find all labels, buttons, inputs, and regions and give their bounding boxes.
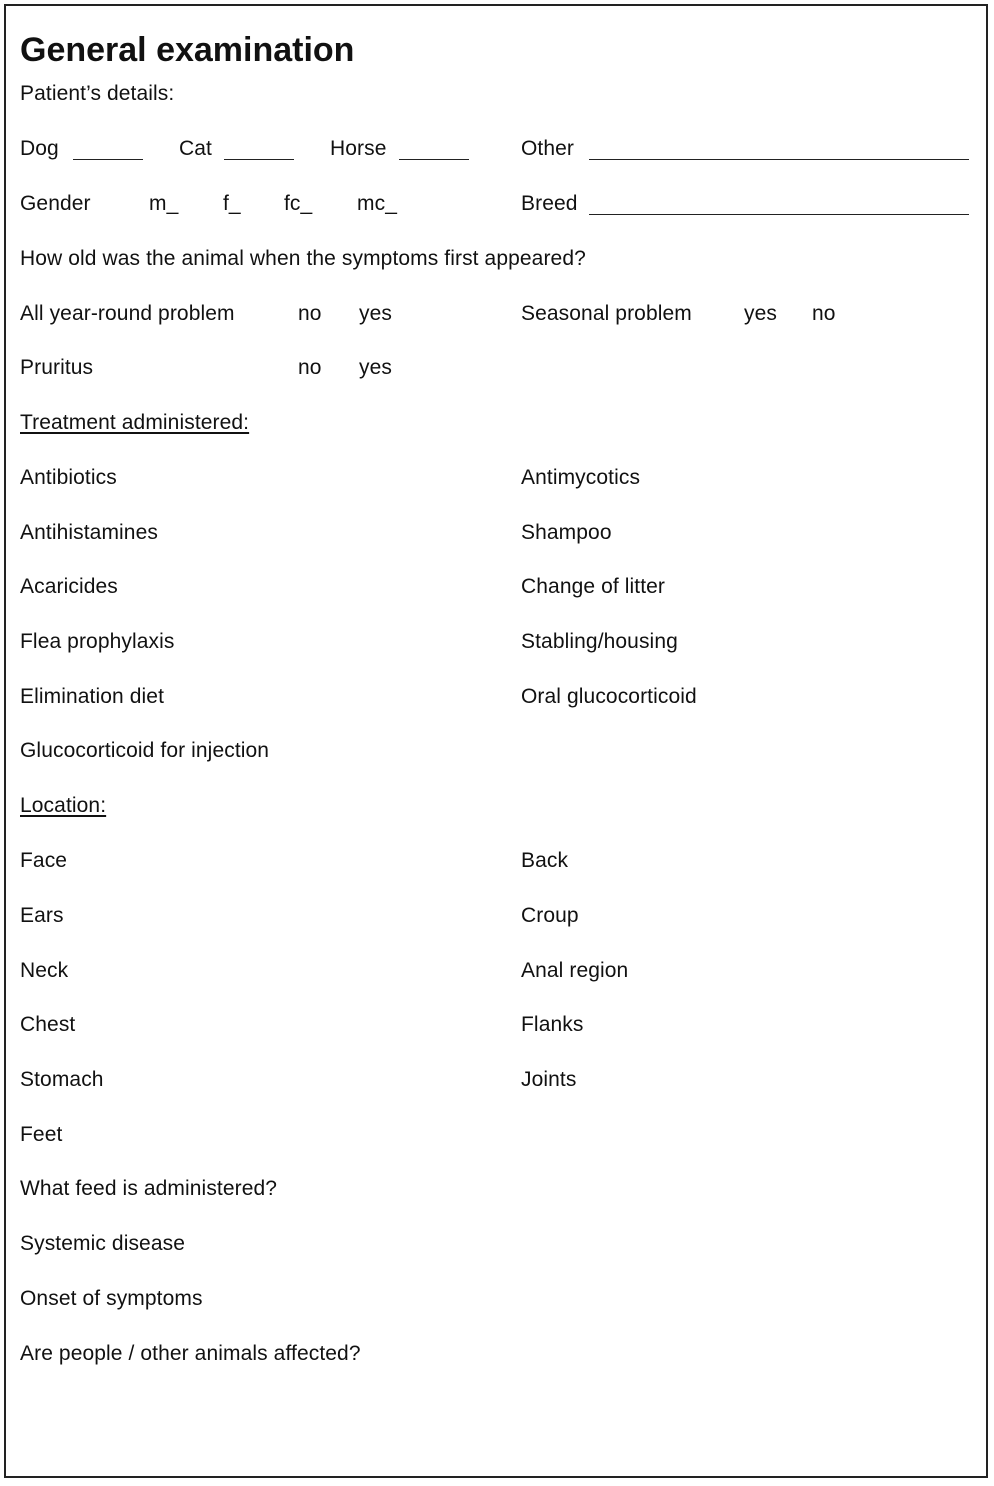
pruritus-yes-option[interactable]: yes	[359, 356, 392, 379]
treatment-item[interactable]: Antibiotics	[20, 466, 117, 489]
pruritus-label: Pruritus	[20, 356, 94, 379]
species-horse-blank[interactable]	[399, 159, 469, 160]
treatment-item[interactable]: Flea prophylaxis	[20, 630, 175, 653]
species-dog-label: Dog	[20, 137, 59, 160]
species-other-blank[interactable]	[589, 159, 969, 160]
breed-label: Breed	[521, 192, 578, 215]
pruritus-no-option[interactable]: no	[298, 356, 322, 379]
gender-option-fc[interactable]: fc_	[284, 192, 313, 215]
treatment-item[interactable]: Change of litter	[521, 575, 666, 598]
year-round-no-option[interactable]: no	[298, 302, 322, 325]
location-item[interactable]: Back	[521, 849, 569, 872]
treatment-item[interactable]: Antimycotics	[521, 466, 641, 489]
location-item[interactable]: Neck	[20, 959, 69, 982]
species-dog-blank[interactable]	[73, 159, 143, 160]
year-round-label: All year-round problem	[20, 302, 235, 325]
location-item[interactable]: Feet	[20, 1123, 63, 1146]
location-item[interactable]: Flanks	[521, 1013, 584, 1036]
location-item[interactable]: Croup	[521, 904, 579, 927]
location-item[interactable]: Chest	[20, 1013, 76, 1036]
form-title: General examination	[20, 31, 355, 69]
question-onset: Onset of symptoms	[20, 1287, 203, 1310]
species-horse-label: Horse	[330, 137, 387, 160]
treatment-item[interactable]: Acaricides	[20, 575, 118, 598]
gender-option-mc[interactable]: mc_	[357, 192, 397, 215]
breed-blank[interactable]	[589, 214, 969, 215]
question-systemic-disease: Systemic disease	[20, 1232, 185, 1255]
gender-label: Gender	[20, 192, 91, 215]
treatment-item[interactable]: Stabling/housing	[521, 630, 678, 653]
location-heading: Location:	[20, 794, 107, 817]
treatment-item[interactable]: Glucocorticoid for injection	[20, 739, 270, 762]
species-cat-blank[interactable]	[224, 159, 294, 160]
patient-details-label: Patient’s details:	[20, 82, 175, 105]
seasonal-label: Seasonal problem	[521, 302, 692, 325]
year-round-yes-option[interactable]: yes	[359, 302, 392, 325]
seasonal-yes-option[interactable]: yes	[744, 302, 777, 325]
age-question: How old was the animal when the symptoms first appeared?	[20, 247, 586, 270]
gender-option-f[interactable]: f_	[223, 192, 241, 215]
location-item[interactable]: Ears	[20, 904, 64, 927]
species-cat-label: Cat	[179, 137, 212, 160]
question-others-affected: Are people / other animals affected?	[20, 1342, 361, 1365]
treatment-item[interactable]: Antihistamines	[20, 521, 158, 544]
seasonal-no-option[interactable]: no	[812, 302, 836, 325]
location-item[interactable]: Anal region	[521, 959, 629, 982]
gender-option-m[interactable]: m_	[149, 192, 179, 215]
location-item[interactable]: Stomach	[20, 1068, 104, 1091]
location-item[interactable]: Joints	[521, 1068, 577, 1091]
treatment-item[interactable]: Oral glucocorticoid	[521, 685, 697, 708]
species-other-label: Other	[521, 137, 575, 160]
treatment-item[interactable]: Elimination diet	[20, 685, 165, 708]
question-feed: What feed is administered?	[20, 1177, 278, 1200]
treatment-heading: Treatment administered:	[20, 411, 250, 434]
location-item[interactable]: Face	[20, 849, 68, 872]
treatment-item[interactable]: Shampoo	[521, 521, 612, 544]
